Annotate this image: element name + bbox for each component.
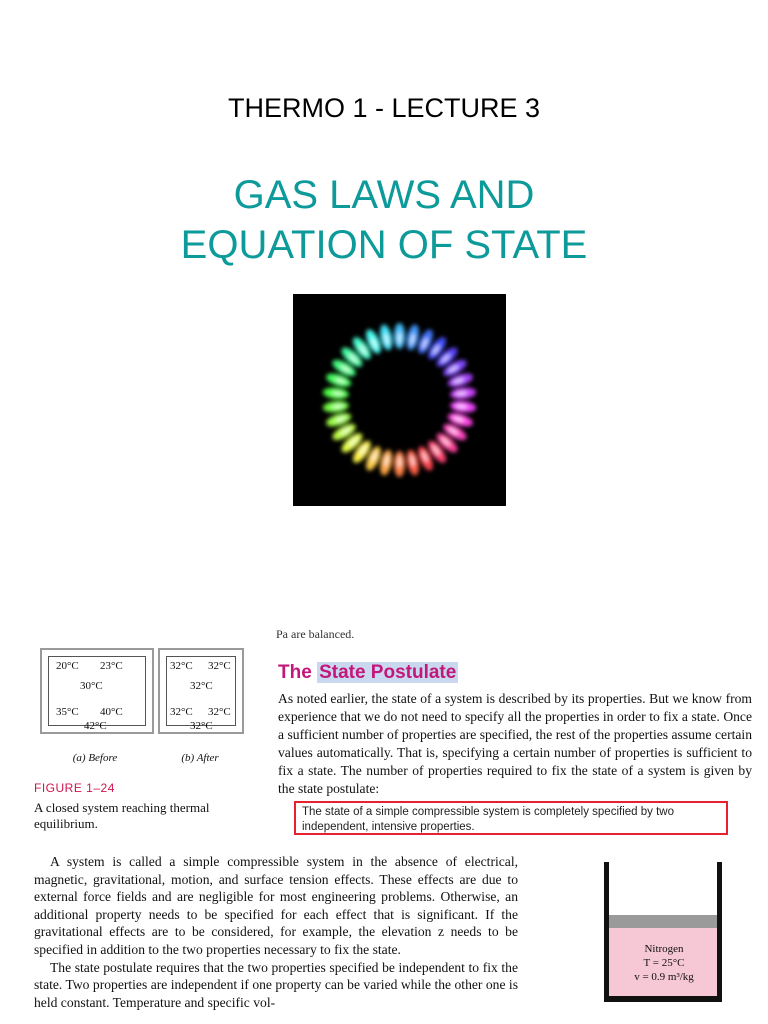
temp-after-6: 32°C [190,720,213,732]
gas-specific-volume: v = 0.9 m³/kg [634,971,694,983]
cylinder-label [612,942,716,984]
cylinder-right-wall [717,862,722,1002]
figure-caption: A closed system reaching thermal equilibrium. [34,800,210,831]
caption-after: (b) After [181,752,219,764]
gas-name: Nitrogen [644,943,684,955]
figure-label: FIGURE 1–24 [34,781,115,795]
paragraph-simple-system: A system is called a simple compressible system in the absence of electrical, magnetic, gravitational, motion, and surface tension effects. These effects are due to external force fields and are negligible for most engineering problems. Otherwise, an additional property needs to be specified for each effect that is significant. If the gravitational effects are to be considered, for example, the elevation z needs to be specified in addition to the two properties necessary to fix the state. [34,854,518,957]
flame-core [397,456,401,468]
temp-before-2: 23°C [100,660,123,672]
lecture-heading: THERMO 1 - LECTURE 3 [227,93,541,123]
simple-compressible-text [34,853,518,1011]
state-postulate-box: The state of a simple compressible system is completely specified by two independent, intensive properties. [294,801,728,835]
section-title-highlight: State Postulate [319,662,457,683]
paragraph-independence: The state postulate requires that the two properties specified be independent to fix the state. Two properties are independent if one property can be varied while the other one is held constant. Temperature and specific vol- [34,959,518,1010]
flame-core [397,332,401,344]
caption-before: (a) Before [72,752,118,764]
title-line-2: EQUATION OF STATE [180,223,588,267]
temp-after-2: 32°C [208,660,231,672]
gas-burner-flame-image [293,294,506,506]
temp-after-3: 32°C [190,680,213,692]
temp-after-1: 32°C [170,660,193,672]
cropped-text-fragment: Pa are balanced. [276,630,355,638]
system-before-box [40,648,154,734]
section-heading [278,662,458,684]
temp-before-1: 20°C [56,660,79,672]
state-postulate-paragraph: As noted earlier, the state of a system is described by its properties. But we know from experience that we do not need to specify all the properties in order to fix a state. Once a sufficient number of properties are specified, the rest of the properties assume certain values automatically. That is, specifying a certain number of properties is sufficient to fix a state. The number of properties required to fix the state of a system is given by the state postulate: [278,691,752,796]
page-title [0,170,768,270]
temp-after-5: 32°C [208,706,231,718]
cylinder-left-wall [604,862,609,1002]
temp-before-6: 42°C [84,720,107,732]
temp-after-4: 32°C [170,706,193,718]
temp-before-4: 35°C [56,706,79,718]
gas-temperature: T = 25°C [643,957,685,969]
title-line-1: GAS LAWS AND [233,173,535,217]
temp-before-3: 30°C [80,680,103,692]
temp-before-5: 40°C [100,706,123,718]
section-prefix: The [278,662,312,683]
system-after-box [158,648,244,734]
cylinder-bottom [604,996,722,1002]
piston [609,915,717,928]
